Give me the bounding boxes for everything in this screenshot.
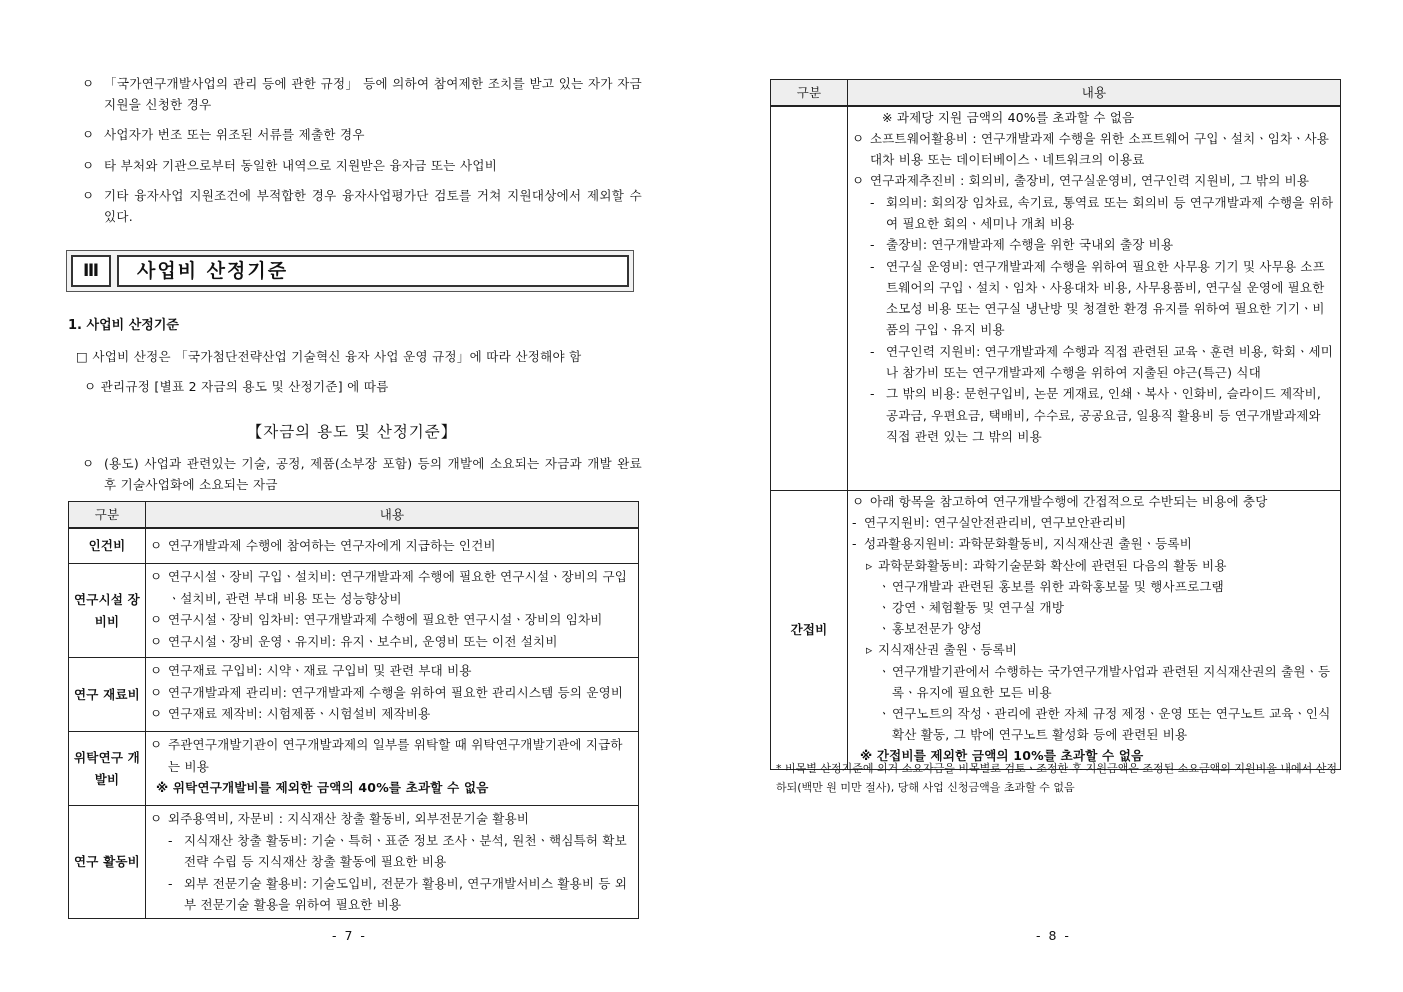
bullet-text: 「국가연구개발사업의 관리 등에 관한 규정」 등에 의하여 참여제한 조치를 받고 있는 자가 자금지원을 신청한 경우	[104, 76, 642, 112]
circle-mark: ㅇ	[82, 76, 95, 91]
row-category: 연구시설 장비비	[69, 564, 146, 658]
circle-item: ㅇ 관리규정 [별표 2 자금의 용도 및 산정기준] 에 따름	[84, 379, 389, 394]
circle-mark: ㅇ	[82, 158, 95, 173]
list-item: ㅇ 주관연구개발기관이 연구개발과제의 일부를 위탁할 때 위탁연구개발기관에 지급하는 비용	[150, 737, 623, 774]
row-content	[146, 806, 639, 919]
box-item: □ 사업비 산정은 「국가첨단전략산업 기술혁신 융자 사업 운영 규정」에 따라 산정해야 함	[76, 349, 582, 364]
list-item: ㅇ 연구과제추진비 : 회의비, 출장비, 연구실운영비, 연구인력 지원비, 그 밖의 비용	[852, 173, 1310, 189]
page-number: - 7 -	[332, 928, 367, 943]
list-item: - 성과활용지원비: 과학문화활동비, 지식재산권 출원ㆍ등록비	[852, 536, 1192, 552]
list-item: - 연구인력 지원비: 연구개발과제 수행과 직접 관련된 교육ㆍ훈련 비용, 학회ㆍ세미나 참가비 또는 연구개발과제 수행을 위하여 지출된 야근(특근) 식대	[870, 343, 1334, 381]
usage-item	[82, 453, 642, 495]
bullet-text: 기타 융자사업 지원조건에 부적합한 경우 융자사업평가단 검토를 거쳐 지원대상에서 제외할 수 있다.	[104, 188, 642, 224]
table-title: 【자금의 용도 및 산정기준】	[246, 423, 458, 441]
table-row	[69, 732, 639, 806]
table-row	[771, 106, 1341, 491]
table-row	[69, 528, 639, 564]
circle-mark: ㅇ	[82, 127, 95, 142]
list-item: ▹ 과학문화활동비: 과학기술문화 확산에 관련된 다음의 활동 비용	[866, 557, 1227, 573]
row-content	[146, 658, 639, 732]
col-header-category: 구분	[69, 502, 146, 528]
bullet-item	[82, 185, 642, 227]
usage-text: (용도) 사업과 관련있는 기술, 공정, 제품(소부장 포함) 등의 개발에 소요되는 자금과 개발 완료 후 기술사업화에 소요되는 자금	[104, 456, 642, 492]
circle-mark: ㅇ	[82, 456, 95, 471]
table-row	[69, 806, 639, 919]
list-item: - 지식재산 창출 활동비: 기술ㆍ특허ㆍ표준 정보 조사ㆍ분석, 원천ㆍ핵심특허 확보전략 수립 등 지식재산 창출 활동에 필요한 비용	[168, 832, 627, 869]
list-item: ㅇ 연구재료 제작비: 시험제품ㆍ시험설비 제작비용	[150, 706, 431, 721]
cost-table-continued	[770, 79, 1341, 770]
table-row	[69, 658, 639, 732]
section-title: 사업비 산정기준	[117, 255, 629, 287]
row-category: 간접비	[771, 491, 848, 770]
col-header-category: 구분	[771, 80, 848, 106]
list-item: ㅇ 연구재료 구입비: 시약ㆍ재료 구입비 및 관련 부대 비용	[150, 663, 472, 678]
usage-table	[68, 501, 639, 919]
table-row	[69, 564, 639, 658]
section-number: Ⅲ	[71, 255, 111, 287]
list-item: ㅇ 아래 항목을 참고하여 연구개발수행에 간접적으로 수반되는 비용에 충당	[852, 494, 1268, 509]
circle-mark: ㅇ	[82, 188, 95, 203]
row-content	[848, 106, 1341, 491]
list-item: ㅇ 연구개발과제 수행에 참여하는 연구자에게 지급하는 인건비	[150, 538, 496, 553]
list-item: - 회의비: 회의장 임차료, 속기료, 통역료 또는 회의비 등 연구개발과제 수행을 위하여 필요한 회의ㆍ세미나 개최 비용	[870, 194, 1334, 231]
subheading: 1. 사업비 산정기준	[68, 318, 179, 333]
bullet-text: 타 부처와 기관으로부터 동일한 내역으로 지원받은 융자금 또는 사업비	[104, 158, 498, 173]
row-category	[771, 106, 848, 491]
bullet-text: 사업자가 번조 또는 위조된 서류를 제출한 경우	[104, 127, 365, 142]
page-right	[702, 0, 1403, 992]
list-item: ㆍ 연구개발기관에서 수행하는 국가연구개발사업과 관련된 지식재산권의 출원ㆍ등록ㆍ유지에 필요한 모든 비용	[878, 663, 1331, 700]
list-item: ㅇ 연구시설ㆍ장비 구입ㆍ설치비: 연구개발과제 수행에 필요한 연구시설ㆍ장비의 구입ㆍ설치비, 관련 부대 비용 또는 성능향상비	[150, 569, 628, 606]
list-item: ㅇ 외주용역비, 자문비 : 지식재산 창출 활동비, 외부전문기술 활용비	[150, 811, 530, 826]
bullet-item	[82, 73, 642, 115]
note-item: ※ 위탁연구개발비를 제외한 금액의 40%를 초과할 수 없음	[156, 780, 489, 795]
list-item: ㆍ 홍보전문가 양성	[878, 621, 983, 637]
list-item: ㅇ 연구개발과제 관리비: 연구개발과제 수행을 위하여 필요한 관리시스템 등의 운영비	[150, 684, 624, 700]
list-item: ㅇ 연구시설ㆍ장비 임차비: 연구개발과제 수행에 필요한 연구시설ㆍ장비의 임차비	[150, 612, 603, 627]
page-number: - 8 -	[1036, 928, 1071, 943]
list-item: - 그 밖의 비용: 문헌구입비, 논문 게재료, 인쇄ㆍ복사ㆍ인화비, 슬라이드 제작비, 공과금, 우편요금, 택배비, 수수료, 공공요금, 일용직 활용비 등 연구개발과제와 직접 관련 있는 그 밖의 비용	[870, 386, 1322, 444]
list-item: - 외부 전문기술 활용비: 기술도입비, 전문가 활용비, 연구개발서비스 활용비 등 외부 전문기술 활용을 위하여 필요한 비용	[168, 875, 628, 912]
section-header	[66, 250, 634, 292]
list-item: - 연구지원비: 연구실안전관리비, 연구보안관리비	[852, 515, 1127, 531]
note-item: ※ 간접비를 제외한 금액의 10%를 초과할 수 없음	[860, 748, 1144, 764]
row-content	[146, 564, 639, 658]
list-item: ㆍ 연구개발과 관련된 홍보를 위한 과학홍보물 및 행사프로그램	[878, 578, 1224, 594]
row-category: 위탁연구 개발비	[69, 732, 146, 806]
row-content	[146, 732, 639, 806]
row-category: 연구 활동비	[69, 806, 146, 919]
row-content	[848, 491, 1341, 770]
row-content	[146, 528, 639, 564]
list-item: ㆍ 연구노트의 작성ㆍ관리에 관한 자체 규정 제정ㆍ운영 또는 연구노트 교육ㆍ인식 확산 활동, 그 밖에 연구노트 활성화 등에 관련된 비용	[878, 706, 1331, 743]
note-item: ※ 과제당 지원 금액의 40%를 초과할 수 없음	[882, 109, 1135, 125]
col-header-content: 내용	[848, 80, 1341, 106]
list-item: - 연구실 운영비: 연구개발과제 수행을 위하여 필요한 사무용 기기 및 사무용 소프트웨어의 구입ㆍ설치ㆍ임차ㆍ사용대차 비용, 사무용품비, 연구실 운영에 필요한 소모성 비용 또는 연구실 냉난방 및 청결한 환경 유지를 위하여 필요한 기기ㆍ비품의 구입ㆍ유지 비용	[870, 258, 1325, 338]
row-category: 연구 재료비	[69, 658, 146, 732]
footnote: * 비목별 산정기준에 의거 소요자금을 비목별로 검토ㆍ조정한 후 지원금액은 조정된 소요금액의 지원비율 내에서 산정하되(백만 원 미만 절사), 당해 사업 신청금액을 초과할 수 없음	[776, 762, 1337, 794]
bullet-item	[82, 124, 642, 145]
list-item: ㅇ 소프트웨어활용비 : 연구개발과제 수행을 위한 소프트웨어 구입ㆍ설치ㆍ임차ㆍ사용대차 비용 또는 데이터베이스ㆍ네트워크의 이용료	[852, 130, 1330, 168]
row-category: 인건비	[69, 528, 146, 564]
col-header-content: 내용	[146, 502, 639, 528]
list-item: ㅇ 연구시설ㆍ장비 운영ㆍ유지비: 유지ㆍ보수비, 운영비 또는 이전 설치비	[150, 633, 558, 649]
list-item: - 출장비: 연구개발과제 수행을 위한 국내외 출장 비용	[870, 237, 1174, 253]
table-row	[771, 491, 1341, 770]
list-item: ▹ 지식재산권 출원ㆍ등록비	[866, 642, 1018, 658]
list-item: ㆍ 강연ㆍ체험활동 및 연구실 개방	[878, 600, 1065, 616]
bullet-item	[82, 155, 642, 176]
